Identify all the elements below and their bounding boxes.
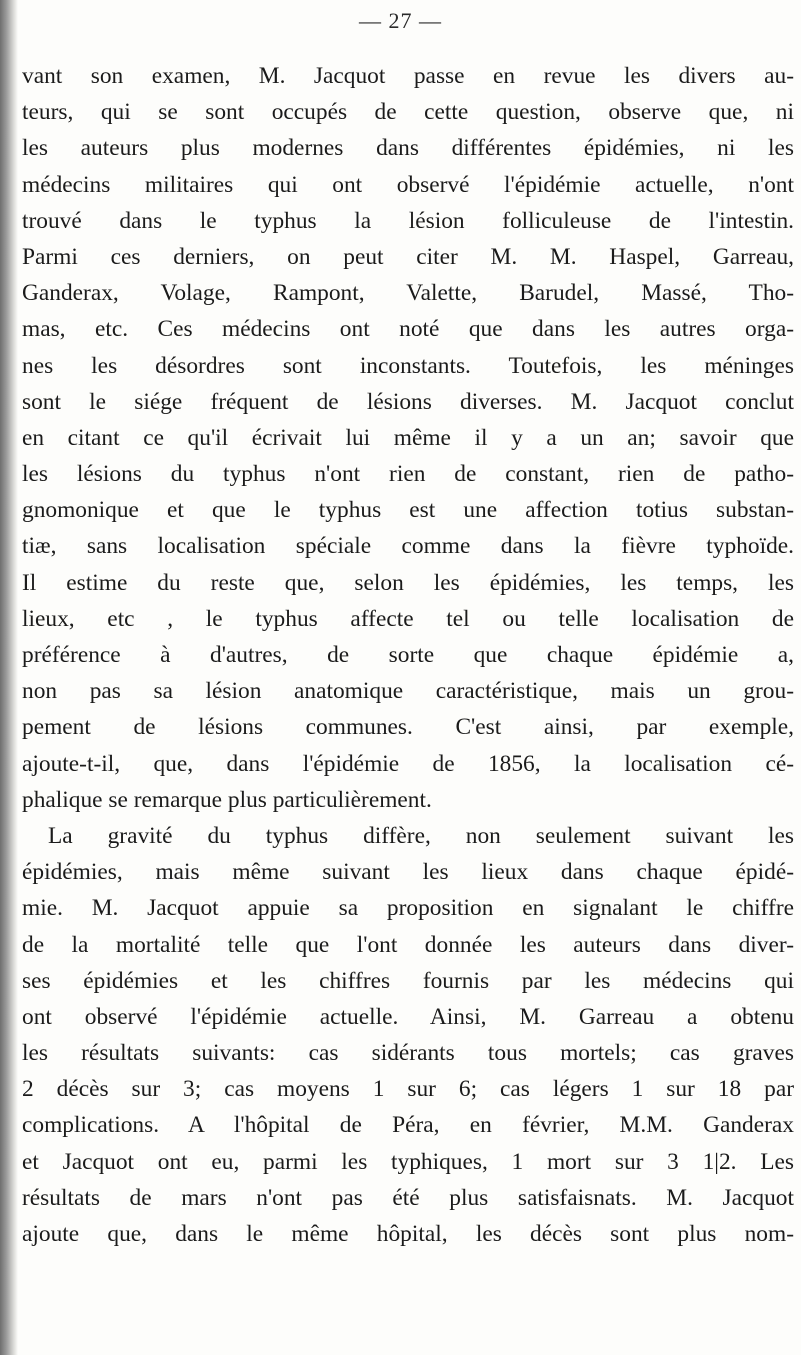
text-line: Ganderax, Volage, Rampont, Valette, Barudel, Massé, Tho- — [22, 280, 794, 307]
text-line: non pas sa lésion anatomique caractéristique, mais un grou- — [22, 678, 794, 705]
page-number: — 27 — — [359, 8, 442, 33]
text-line: complications. A l'hôpital de Péra, en février, M.M. Ganderax — [22, 1112, 794, 1139]
text-line: lieux, etc , le typhus affecte tel ou telle localisation de — [22, 605, 794, 632]
page-binding-edge — [0, 0, 18, 1355]
text-line: vant son examen, M. Jacquot passe en revue les divers au- — [22, 63, 794, 89]
text-line: les auteurs plus modernes dans différentes épidémies, ni les — [22, 135, 794, 162]
text-line: ajoute que, dans le même hôpital, les décès sont plus nom- — [22, 1221, 794, 1247]
text-line: sont le siége fréquent de lésions diverses. M. Jacquot conclut — [22, 388, 794, 415]
text-line: trouvé dans le typhus la lésion folliculeuse de l'intestin. — [22, 207, 794, 234]
text-line: épidémies, mais même suivant les lieux dans chaque épidé- — [22, 859, 794, 886]
text-line: mas, etc. Ces médecins ont noté que dans les autres orga- — [22, 316, 794, 343]
text-line: ajoute-t-il, que, dans l'épidémie de 1856, la localisation cé- — [22, 750, 794, 777]
text-line: résultats de mars n'ont pas été plus satisfaisnats. M. Jacquot — [22, 1184, 794, 1211]
text-line: de la mortalité telle que l'ont donnée les auteurs dans diver- — [22, 931, 794, 958]
text-line: médecins militaires qui ont observé l'épidémie actuelle, n'ont — [22, 171, 794, 198]
paragraph-start-line: La gravité du typhus diffère, non seulement suivant les — [48, 822, 794, 849]
text-line: Il estime du reste que, selon les épidémies, les temps, les — [22, 569, 794, 596]
text-line: Parmi ces derniers, on peut citer M. M. Haspel, Garreau, — [22, 243, 794, 270]
text-line: les lésions du typhus n'ont rien de constant, rien de patho- — [22, 461, 794, 488]
text-line: en citant ce qu'il écrivait lui même il y a un an; savoir que — [22, 424, 794, 451]
text-line: nes les désordres sont inconstants. Toutefois, les méninges — [22, 352, 794, 379]
text-line: préférence à d'autres, de sorte que chaque épidémie a, — [22, 642, 794, 668]
text-line: phalique se remarque plus particulièrement. — [22, 786, 432, 813]
text-line: mie. M. Jacquot appuie sa proposition en signalant le chiffre — [22, 895, 794, 922]
text-line: tiæ, sans localisation spéciale comme dans la fièvre typhoïde. — [22, 533, 794, 560]
text-line: et Jacquot ont eu, parmi les typhiques, 1 mort sur 3 1|2. Les — [22, 1148, 794, 1175]
text-line: ont observé l'épidémie actuelle. Ainsi, M. Garreau a obtenu — [22, 1003, 794, 1030]
text-line: 2 décès sur 3; cas moyens 1 sur 6; cas légers 1 sur 18 par — [22, 1076, 794, 1103]
text-line: teurs, qui se sont occupés de cette question, observe que, ni — [22, 99, 794, 126]
text-line: gnomonique et que le typhus est une affection totius substan- — [22, 497, 794, 524]
text-line: pement de lésions communes. C'est ainsi, par exemple, — [22, 714, 794, 741]
text-line: les résultats suivants: cas sidérants tous mortels; cas graves — [22, 1040, 794, 1067]
text-line: ses épidémies et les chiffres fournis par les médecins qui — [22, 967, 794, 994]
body-text — [22, 58, 794, 1252]
